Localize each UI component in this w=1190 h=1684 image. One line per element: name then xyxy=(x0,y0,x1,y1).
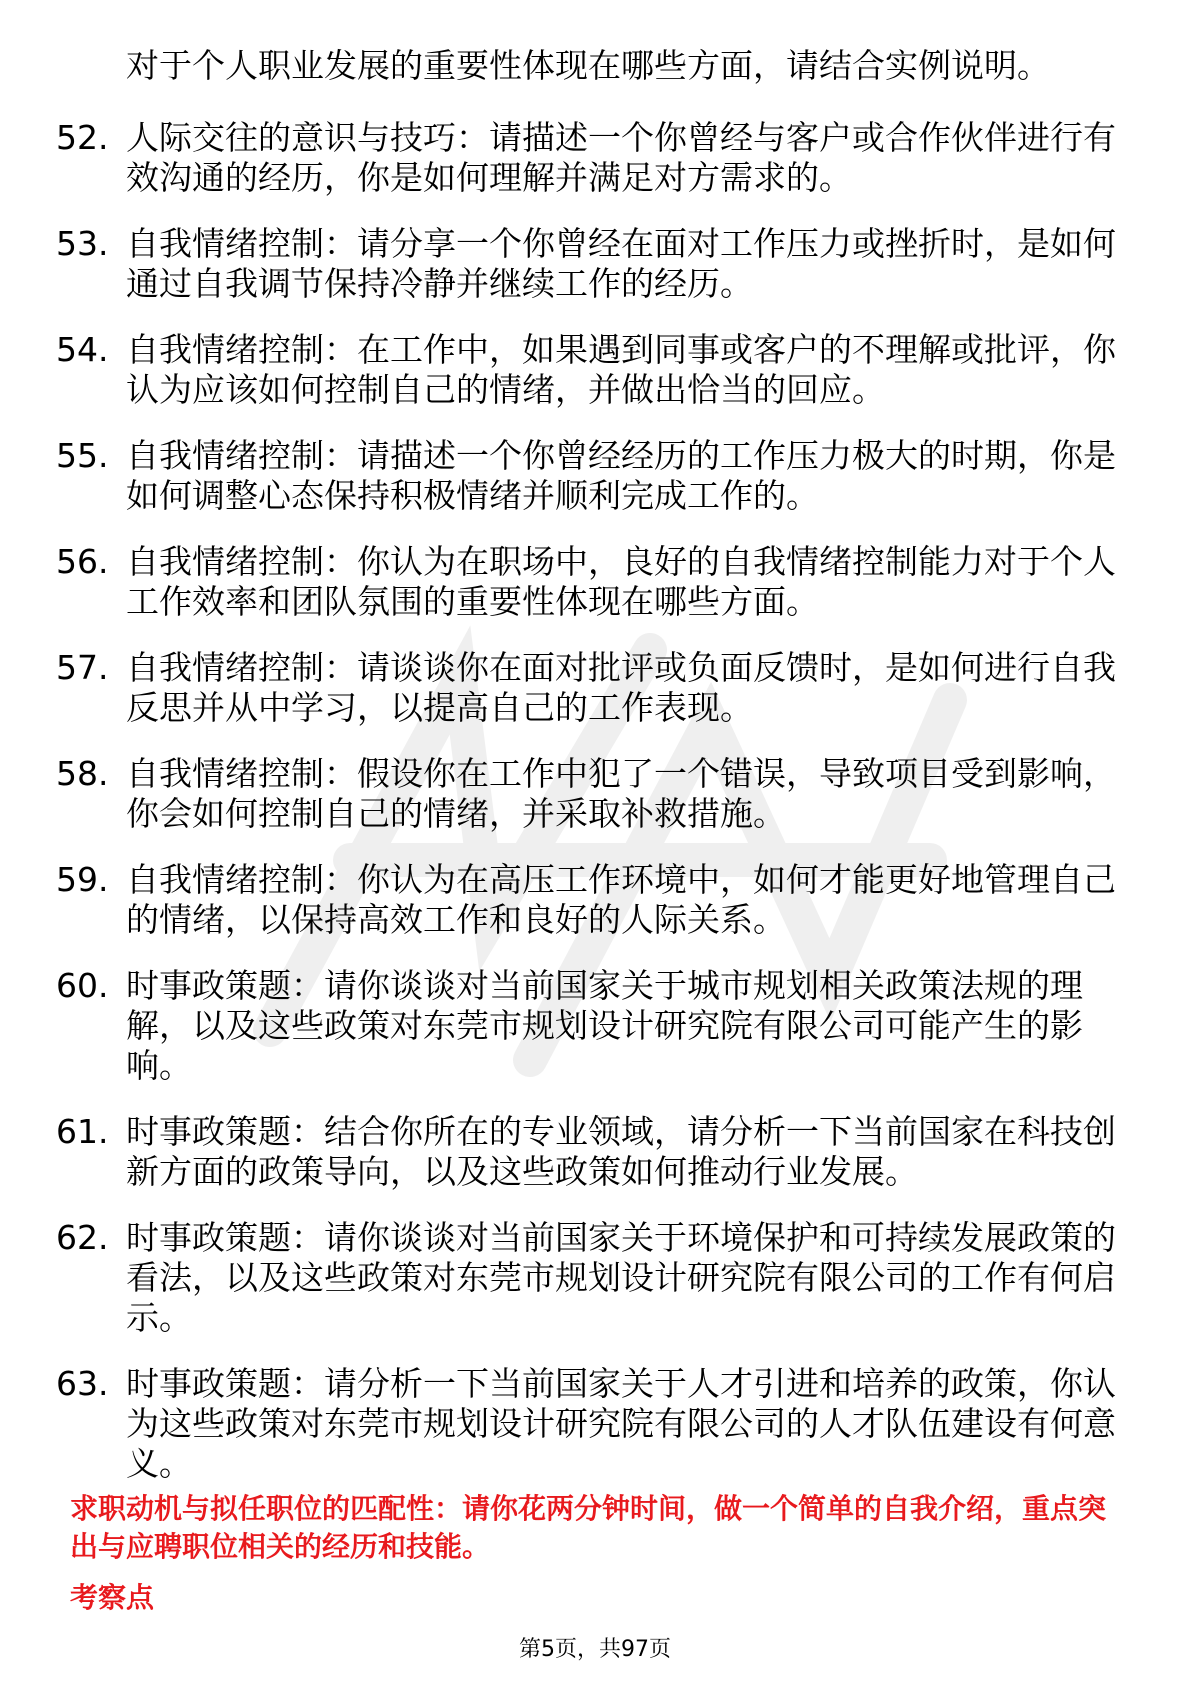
question-number: 58. xyxy=(56,754,109,793)
question-item xyxy=(56,118,1126,198)
page-number: 第5页，共97页 xyxy=(519,1637,671,1662)
question-number: 57. xyxy=(56,648,109,687)
question-text: 自我情绪控制：你认为在职场中，良好的自我情绪控制能力对于个人工作效率和团队氛围的重要性体现在哪些方面。 xyxy=(126,542,1116,621)
question-number: 60. xyxy=(56,966,109,1005)
question-text: 自我情绪控制：请分享一个你曾经在面对工作压力或挫折时，是如何通过自我调节保持冷静并继续工作的经历。 xyxy=(126,224,1116,303)
question-text: 自我情绪控制：请描述一个你曾经经历的工作压力极大的时期，你是如何调整心态保持积极情绪并顺利完成工作的。 xyxy=(126,436,1116,515)
question-number: 54. xyxy=(56,330,109,369)
question-text: 时事政策题：结合你所在的专业领域，请分析一下当前国家在科技创新方面的政策导向，以及这些政策如何推动行业发展。 xyxy=(126,1112,1116,1191)
highlighted-question: 求职动机与拟任职位的匹配性：请你花两分钟时间，做一个简单的自我介绍，重点突出与应聘职位相关的经历和技能。 xyxy=(70,1492,1107,1563)
continued-question-text: 对于个人职业发展的重要性体现在哪些方面，请结合实例说明。 xyxy=(126,46,1050,85)
question-number: 53. xyxy=(56,224,109,263)
question-text: 时事政策题：请你谈谈对当前国家关于城市规划相关政策法规的理解，以及这些政策对东莞市规划设计研究院有限公司可能产生的影响。 xyxy=(126,966,1083,1085)
question-item xyxy=(56,966,1126,1086)
question-item xyxy=(56,1364,1126,1484)
question-text: 自我情绪控制：假设你在工作中犯了一个错误，导致项目受到影响，你会如何控制自己的情绪，并采取补救措施。 xyxy=(126,754,1116,833)
question-number: 52. xyxy=(56,118,109,157)
question-text: 自我情绪控制：在工作中，如果遇到同事或客户的不理解或批评，你认为应该如何控制自己的情绪，并做出恰当的回应。 xyxy=(126,330,1116,409)
question-item xyxy=(56,1218,1126,1338)
question-number: 59. xyxy=(56,860,109,899)
question-number: 63. xyxy=(56,1364,109,1403)
question-text: 人际交往的意识与技巧：请描述一个你曾经与客户或合作伙伴进行有效沟通的经历，你是如何理解并满足对方需求的。 xyxy=(126,118,1116,197)
question-list xyxy=(56,118,1126,1484)
question-item xyxy=(56,754,1126,834)
question-item xyxy=(56,330,1126,410)
question-item xyxy=(56,542,1126,622)
question-number: 61. xyxy=(56,1112,109,1151)
section-label: 考察点 xyxy=(70,1581,155,1614)
question-text: 自我情绪控制：你认为在高压工作环境中，如何才能更好地管理自己的情绪，以保持高效工作和良好的人际关系。 xyxy=(126,860,1116,939)
question-item xyxy=(56,648,1126,728)
page-content xyxy=(56,46,1126,1510)
question-text: 时事政策题：请你谈谈对当前国家关于环境保护和可持续发展政策的看法，以及这些政策对东莞市规划设计研究院有限公司的工作有何启示。 xyxy=(126,1218,1116,1337)
question-item xyxy=(56,436,1126,516)
question-number: 55. xyxy=(56,436,109,475)
question-item xyxy=(56,1112,1126,1192)
question-number: 62. xyxy=(56,1218,109,1257)
question-number: 56. xyxy=(56,542,109,581)
question-text: 自我情绪控制：请谈谈你在面对批评或负面反馈时，是如何进行自我反思并从中学习，以提高自己的工作表现。 xyxy=(126,648,1116,727)
question-text: 时事政策题：请分析一下当前国家关于人才引进和培养的政策，你认为这些政策对东莞市规划设计研究院有限公司的人才队伍建设有何意义。 xyxy=(126,1364,1116,1483)
question-item xyxy=(56,224,1126,304)
question-item xyxy=(56,860,1126,940)
